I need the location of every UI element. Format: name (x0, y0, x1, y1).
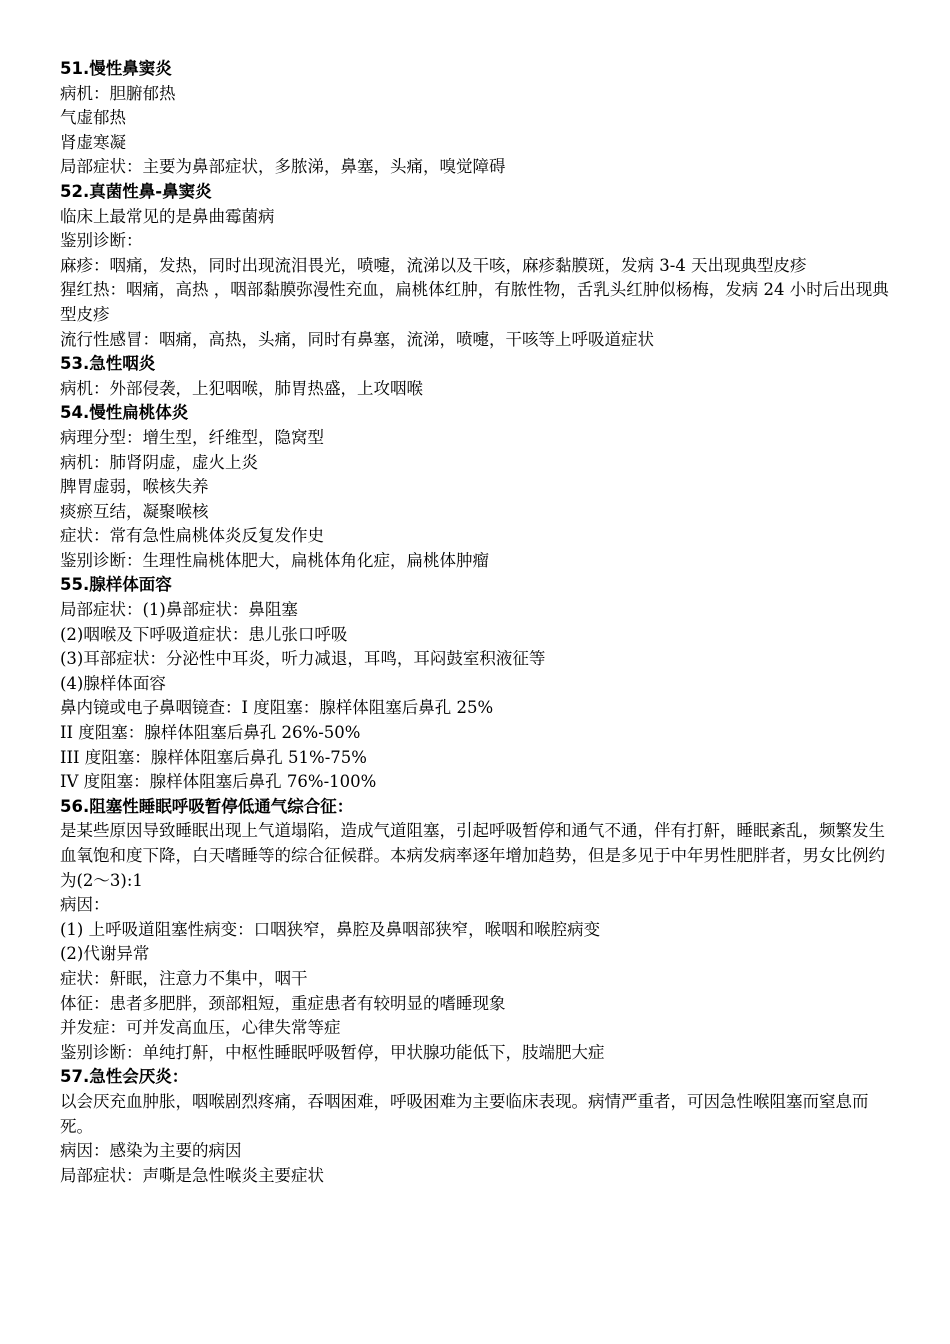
section-heading: 56.阻塞性睡眠呼吸暂停低通气综合征： (60, 796, 354, 816)
text-line: 病机：肺肾阴虚，虚火上炎 (60, 452, 258, 472)
section-heading: 54.慢性扁桃体炎 (60, 403, 189, 423)
text-line: (4)腺样体面容 (60, 673, 166, 693)
text-line: 病机：外部侵袭，上犯咽喉，肺胃热盛，上攻咽喉 (60, 378, 423, 398)
section-heading: 57.急性会厌炎： (60, 1067, 189, 1087)
text-line: 局部症状：声嘶是急性喉炎主要症状 (60, 1165, 324, 1185)
text-line: 临床上最常见的是鼻曲霉菌病 (60, 206, 275, 226)
text-line: 鉴别诊断：生理性扁桃体肥大，扁桃体角化症，扁桃体肿瘤 (60, 550, 489, 570)
text-line: III 度阻塞：腺样体阻塞后鼻孔 51%-75% (60, 747, 367, 767)
text-line: 鉴别诊断：单纯打鼾，中枢性睡眠呼吸暂停，甲状腺功能低下，肢端肥大症 (60, 1042, 605, 1062)
text-line: 病因： (60, 895, 110, 915)
document-body (60, 57, 900, 1188)
text-line: 脾胃虚弱，喉核失养 (60, 477, 209, 497)
text-line: 体征：患者多肥胖，颈部粗短，重症患者有较明显的嗜睡现象 (60, 993, 506, 1013)
text-line: 麻疹：咽痛，发热，同时出现流泪畏光，喷嚏，流涕以及干咳，麻疹黏膜斑，发病 3-4 天出现典型皮疹 (60, 255, 807, 275)
text-line: 以会厌充血肿胀，咽喉剧烈疼痛，吞咽困难，呼吸困难为主要临床表现。病情严重者，可因急性喉阻塞而窒息而死。 (60, 1091, 869, 1136)
text-line: 是某些原因导致睡眠出现上气道塌陷，造成气道阻塞，引起呼吸暂停和通气不通，伴有打鼾，睡眠紊乱，频繁发生血氧饱和度下降，白天嗜睡等的综合征候群。本病发病率逐年增加趋势，但是多见于中年男性肥胖者，男女比例约为(2～3):1 (60, 821, 885, 890)
text-line: 病因：感染为主要的病因 (60, 1141, 242, 1161)
text-line: (2)代谢异常 (60, 944, 150, 964)
text-line: 痰瘀互结，凝聚喉核 (60, 501, 209, 521)
text-line: 猩红热：咽痛，高热 ，咽部黏膜弥漫性充血，扁桃体红肿，有脓性物，舌乳头红肿似杨梅，发病 24 小时后出现典型皮疹 (60, 280, 889, 324)
text-line: 鼻内镜或电子鼻咽镜查：I 度阻塞：腺样体阻塞后鼻孔 25% (60, 698, 494, 718)
text-line: (3)耳部症状：分泌性中耳炎，听力减退，耳鸣，耳闷鼓室积液征等 (60, 649, 546, 669)
text-line: (1) 上呼吸道阻塞性病变：口咽狭窄，鼻腔及鼻咽部狭窄，喉咽和喉腔病变 (60, 919, 601, 939)
section-heading: 52.真菌性鼻-鼻窦炎 (60, 181, 212, 201)
text-line: 气虚郁热 (60, 108, 126, 128)
section-heading: 51.慢性鼻窦炎 (60, 59, 172, 78)
text-line: 病理分型：增生型，纤维型，隐窝型 (60, 427, 324, 447)
text-line: (2)咽喉及下呼吸道症状：患儿张口呼吸 (60, 624, 348, 644)
text-line: II 度阻塞：腺样体阻塞后鼻孔 26%-50% (60, 723, 361, 743)
text-line: 局部症状：(1)鼻部症状：鼻阻塞 (60, 600, 298, 620)
text-line: 病机：胆腑郁热 (60, 83, 176, 103)
section-heading: 53.急性咽炎 (60, 354, 156, 374)
text-line: 症状：鼾眠，注意力不集中，咽干 (60, 968, 308, 988)
text-line: 并发症：可并发高血压，心律失常等症 (60, 1018, 341, 1038)
text-line: 肾虚寒凝 (60, 132, 126, 152)
section-heading: 55.腺样体面容 (60, 575, 172, 595)
text-line: 局部症状：主要为鼻部症状，多脓涕，鼻塞，头痛，嗅觉障碍 (60, 157, 506, 177)
text-line: 症状：常有急性扁桃体炎反复发作史 (60, 526, 324, 546)
text-line: 鉴别诊断： (60, 231, 143, 251)
text-line: IV 度阻塞：腺样体阻塞后鼻孔 76%-100% (60, 772, 377, 792)
text-line: 流行性感冒：咽痛，高热，头痛，同时有鼻塞，流涕，喷嚏，干咳等上呼吸道症状 (60, 329, 654, 349)
